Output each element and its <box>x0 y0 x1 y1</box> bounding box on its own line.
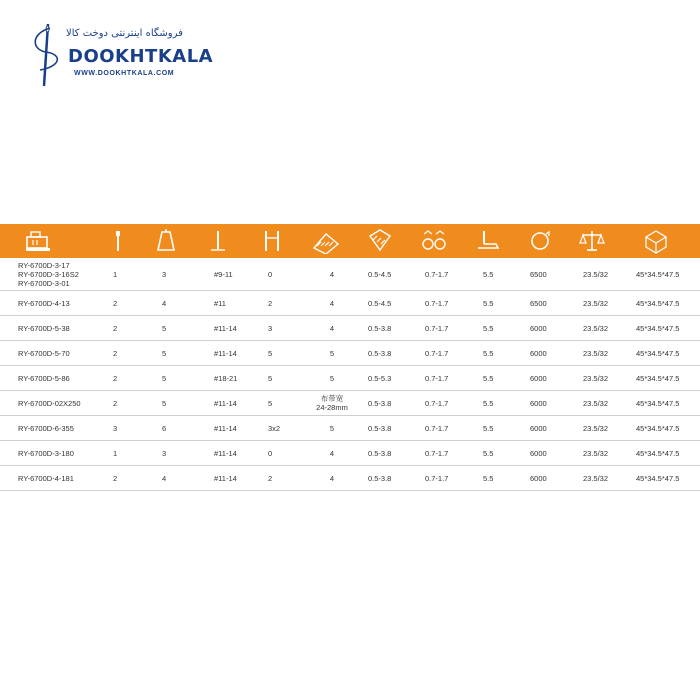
stitch-length-icon <box>366 228 394 254</box>
dimensions-cell: 45*34.5*47.5 <box>636 448 680 458</box>
h-value-cell: 0 <box>268 448 273 458</box>
model-name: RY-6700D-3-16S2 <box>18 269 79 279</box>
logo-url: WWW.DOOKHTKALA.COM <box>74 70 175 77</box>
needle-count-cell: 2 <box>113 373 118 383</box>
stitch-length-cell: 0.5-3.8 <box>368 348 392 358</box>
weight-cell: 23.5/32 <box>583 473 609 483</box>
stitch-width-cell: 4 <box>329 298 335 308</box>
thread-count-cell: 5 <box>162 348 167 358</box>
model-cell <box>18 416 113 440</box>
needle-size-cell: #11-14 <box>214 423 237 433</box>
differential-cell: 0.7-1.7 <box>425 423 449 433</box>
foot-lift-cell: 5.5 <box>483 323 494 333</box>
differential-cell: 0.7-1.7 <box>425 348 449 358</box>
h-value-cell: 3x2 <box>268 423 281 433</box>
thread-count-cell: 5 <box>162 323 167 333</box>
speed-cell: 6500 <box>530 269 547 279</box>
spec-table <box>0 258 700 491</box>
stitch-width-cell: 4 <box>329 323 335 333</box>
foot-lift-cell: 5.5 <box>483 348 494 358</box>
model-name: RY-6700D-5-38 <box>18 323 70 333</box>
model-cell <box>18 466 113 490</box>
needle-size-cell: #11-14 <box>214 473 237 483</box>
needle-size-cell: #9-11 <box>214 269 233 279</box>
differential-cell: 0.7-1.7 <box>425 473 449 483</box>
model-name: RY-6700D-4-13 <box>18 298 70 308</box>
model-name: RY-6700D-3-180 <box>18 448 74 458</box>
h-value-cell: 5 <box>268 348 273 358</box>
logo-brand: DOOKHTKALA <box>68 46 214 67</box>
model-cell <box>18 341 113 365</box>
dimensions-cell: 45*34.5*47.5 <box>636 348 680 358</box>
speed-cell: 6500 <box>530 298 547 308</box>
h-value-cell: 0 <box>268 269 273 279</box>
model-cell <box>18 316 113 340</box>
table-row <box>0 316 700 341</box>
weight-cell: 23.5/32 <box>583 423 609 433</box>
thread-count-cell: 4 <box>162 298 167 308</box>
foot-lift-cell: 5.5 <box>483 448 494 458</box>
thread-count-cell: 6 <box>162 423 167 433</box>
model-name: RY-6700D-5-86 <box>18 373 70 383</box>
stitch-length-cell: 0.5-4.5 <box>368 269 392 279</box>
weight-cell: 23.5/32 <box>583 323 609 333</box>
dimensions-cell: 45*34.5*47.5 <box>636 423 680 433</box>
model-name: RY-6700D-3-01 <box>18 278 70 288</box>
weight-cell: 23.5/32 <box>583 373 609 383</box>
h-value-cell: 3 <box>268 323 273 333</box>
dimensions-cell: 45*34.5*47.5 <box>636 473 680 483</box>
logo-persian-text: فروشگاه اینترنتی دوخت کالا <box>66 28 183 39</box>
stitch-width-cell: 4 <box>329 448 335 458</box>
foot-lift-cell: 5.5 <box>483 423 494 433</box>
needle-count-cell: 2 <box>113 398 118 408</box>
machine-icon <box>24 228 52 254</box>
model-name: RY-6700D-02X250 <box>18 398 81 408</box>
table-row <box>0 466 700 491</box>
model-name: RY-6700D-4-181 <box>18 473 74 483</box>
needle-size-cell: #11-14 <box>214 348 237 358</box>
weight-cell: 23.5/32 <box>583 298 609 308</box>
model-cell <box>18 258 113 290</box>
needle-count-cell: 2 <box>113 323 118 333</box>
dimensions-cell: 45*34.5*47.5 <box>636 269 680 279</box>
foot-lift-cell: 5.5 <box>483 373 494 383</box>
needle-count-cell: 2 <box>113 298 118 308</box>
thread-h-icon <box>258 228 286 254</box>
speed-cell: 6000 <box>530 348 547 358</box>
table-header-band <box>0 224 700 258</box>
foot-lift-cell: 5.5 <box>483 473 494 483</box>
table-row <box>0 341 700 366</box>
h-value-cell: 5 <box>268 398 273 408</box>
differential-cell: 0.7-1.7 <box>425 398 449 408</box>
weight-cell: 23.5/32 <box>583 448 609 458</box>
table-row <box>0 258 700 291</box>
needle-icon <box>104 228 132 254</box>
needle-count-cell: 3 <box>113 423 118 433</box>
stitch-length-cell: 0.5-5.3 <box>368 373 392 383</box>
stitch-width-cell: 4 <box>329 269 335 279</box>
table-row <box>0 441 700 466</box>
stitch-length-cell: 0.5-3.8 <box>368 473 392 483</box>
stitch-width-cell: 5 <box>329 423 335 433</box>
speed-cell: 6000 <box>530 423 547 433</box>
weight-cell: 23.5/32 <box>583 269 609 279</box>
dimensions-cell: 45*34.5*47.5 <box>636 323 680 333</box>
stitch-width-cell: 4 <box>329 473 335 483</box>
thread-count-cell: 3 <box>162 269 167 279</box>
table-row <box>0 391 700 416</box>
h-value-cell: 5 <box>268 373 273 383</box>
needle-size-cell: #11-14 <box>214 448 237 458</box>
speed-cell: 6000 <box>530 373 547 383</box>
table-row <box>0 291 700 316</box>
h-value-cell: 2 <box>268 473 273 483</box>
differential-cell: 0.7-1.7 <box>425 448 449 458</box>
foot-lift-cell: 5.5 <box>483 398 494 408</box>
needle-logo-icon <box>28 20 68 90</box>
dimensions-box-icon <box>642 228 670 254</box>
thread-count-cell: 5 <box>162 373 167 383</box>
speed-cell: 6000 <box>530 323 547 333</box>
model-cell <box>18 366 113 390</box>
needle-count-cell: 1 <box>113 269 118 279</box>
weight-scale-icon <box>578 228 606 254</box>
speed-cell: 6000 <box>530 448 547 458</box>
needle-count-cell: 2 <box>113 473 118 483</box>
needle-count-cell: 1 <box>113 448 118 458</box>
model-name: RY-6700D-6-355 <box>18 423 74 433</box>
model-name: RY-6700D-3-17 <box>18 260 70 270</box>
table-row <box>0 416 700 441</box>
needle-size-cell: #18-21 <box>214 373 238 383</box>
stitch-width-cell: 5 <box>329 373 335 383</box>
speed-cell: 6000 <box>530 398 547 408</box>
model-name: RY-6700D-5-70 <box>18 348 70 358</box>
stitch-length-cell: 0.5-3.8 <box>368 448 392 458</box>
stitch-icon <box>312 228 340 254</box>
stitch-width-cell: 5 <box>329 348 335 358</box>
foot-lift-cell: 5.5 <box>483 269 494 279</box>
thread-count-cell: 5 <box>162 398 167 408</box>
dookhtkala-logo <box>28 20 214 90</box>
needle-size-cell: #11 <box>214 298 226 308</box>
thread-count-cell: 4 <box>162 473 167 483</box>
model-cell <box>18 391 113 415</box>
dimensions-cell: 45*34.5*47.5 <box>636 398 680 408</box>
differential-feed-icon <box>420 228 448 254</box>
needle-size-icon <box>204 228 232 254</box>
weight-cell: 23.5/32 <box>583 398 609 408</box>
foot-lift-cell: 5.5 <box>483 298 494 308</box>
differential-cell: 0.7-1.7 <box>425 298 449 308</box>
needle-size-cell: #11-14 <box>214 398 237 408</box>
needle-size-cell: #11-14 <box>214 323 237 333</box>
speed-icon <box>526 228 554 254</box>
speed-cell: 6000 <box>530 473 547 483</box>
presser-foot-icon <box>474 228 502 254</box>
stitch-length-cell: 0.5-3.8 <box>368 398 392 408</box>
model-cell <box>18 291 113 315</box>
differential-cell: 0.7-1.7 <box>425 323 449 333</box>
stitch-length-cell: 0.5-4.5 <box>368 298 392 308</box>
differential-cell: 0.7-1.7 <box>425 373 449 383</box>
differential-cell: 0.7-1.7 <box>425 269 449 279</box>
needle-count-cell: 2 <box>113 348 118 358</box>
model-cell <box>18 441 113 465</box>
dimensions-cell: 45*34.5*47.5 <box>636 298 680 308</box>
h-value-cell: 2 <box>268 298 273 308</box>
stitch-length-cell: 0.5-3.8 <box>368 423 392 433</box>
dimensions-cell: 45*34.5*47.5 <box>636 373 680 383</box>
table-row <box>0 366 700 391</box>
weight-cell: 23.5/32 <box>583 348 609 358</box>
stitch-width-cell: 布带宽 24-28mm <box>316 394 348 412</box>
thread-count-cell: 3 <box>162 448 167 458</box>
thread-cone-icon <box>152 228 180 254</box>
stitch-length-cell: 0.5-3.8 <box>368 323 392 333</box>
